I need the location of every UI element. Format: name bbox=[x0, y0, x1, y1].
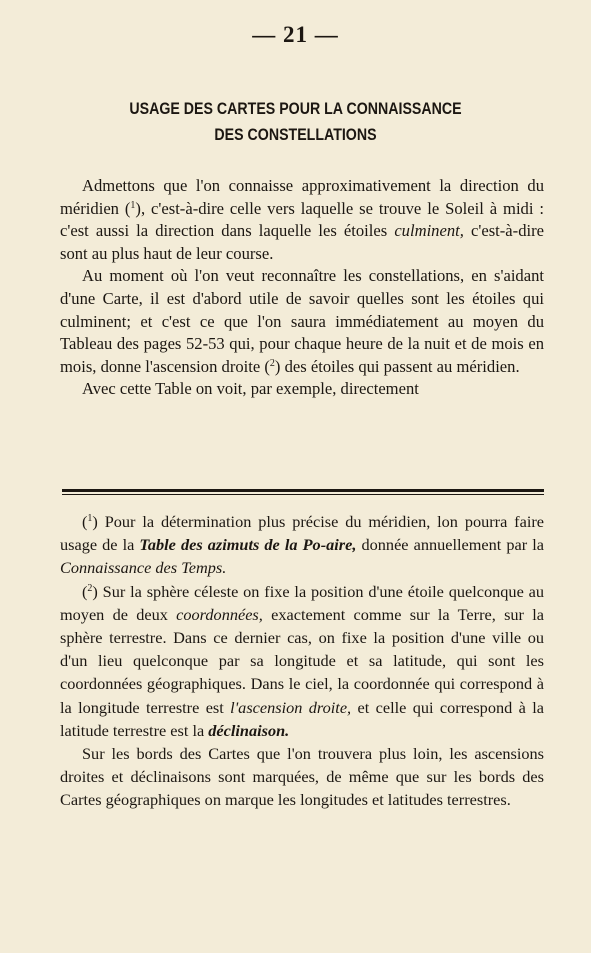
main-text bbox=[60, 175, 544, 401]
paragraph-1-text-b: ), c'est-à-dire celle vers laquelle se trouve le Soleil à midi : c'est aussi la direction dans laquelle les étoiles bbox=[60, 198, 544, 241]
paragraph-2-text-b: ) des étoiles qui passent au méridien. bbox=[274, 356, 520, 376]
footnote-1-emphasis-2: Connaissance des Temps. bbox=[60, 558, 227, 578]
footnote-divider bbox=[62, 489, 544, 492]
section-title-line-1: USAGE DES CARTES POUR LA CONNAISSANCE bbox=[129, 100, 462, 118]
footnote-2-text-a: ) Sur la sphère céleste on fixe la position d'une étoile quelconque au moyen de deux bbox=[60, 581, 544, 624]
page-number: — 21 — bbox=[252, 22, 339, 47]
footnote-2-number: 2 bbox=[87, 582, 93, 594]
paragraph-2-text-a: Au moment où l'on veut reconnaître les constellations, en s'aidant d'une Carte, il est d'abord utile de savoir quelles sont les étoiles qui culminent; et c'est ce que l'on saura immédiatement au moyen du Tableau des pages 52-53 qui, pour chaque heure de la nuit et de mois en mois, donne l'ascension droite ( bbox=[60, 266, 544, 376]
footnote-2-text-b: exactement comme sur la Terre, sur la sphère terrestre. Dans ce dernier cas, on fixe la position d'une ville ou d'un lieu quelconque par sa longitude et sa latitude, qui sont les coordonnées géographiques. Dans le ciel, la coordonnée qui correspond à la longitude terrestre est bbox=[60, 604, 545, 717]
footnote-1-number: 1 bbox=[87, 513, 93, 524]
paragraph-2 bbox=[60, 265, 544, 378]
footnote-1-marker: ( bbox=[82, 512, 88, 531]
footnote-1-text-a: ) Pour la détermination plus précise du méridien, lon pourra faire usage de la bbox=[60, 512, 544, 555]
footnote-2-emphasis-2: l'ascension droite, bbox=[230, 697, 352, 717]
paragraph-1-text-a: Admettons que l'on connaisse approximativement la direction du méridien ( bbox=[60, 176, 544, 218]
footnote-2-emphasis-3: déclinaison. bbox=[208, 720, 290, 740]
footnote-ref-1: 1 bbox=[130, 199, 136, 211]
footnote-1 bbox=[60, 510, 544, 580]
footnote-2 bbox=[60, 580, 544, 742]
footnote-2-text-c: et celle qui correspond à la latitude terrestre est la bbox=[60, 697, 544, 740]
section-title bbox=[41, 96, 549, 148]
footnote-3: Sur les bords des Cartes que l'on trouvera plus loin, les ascensions droites et déclinaisons sont marquées, de même que sur les bords des Cartes géographiques on marque les longitudes et latitudes terrestres. bbox=[60, 744, 544, 810]
paragraph-1-emphasis: culminent, bbox=[394, 221, 464, 241]
footnotes bbox=[60, 510, 544, 812]
section-title-line-2: DES CONSTELLATIONS bbox=[214, 126, 377, 144]
footnote-1-text-b: donnée annuellement par la bbox=[356, 535, 544, 555]
footnote-1-emphasis-1: Table des azimuts de la Po-aire, bbox=[139, 535, 357, 555]
footnote-2-emphasis-1: coordonnées, bbox=[176, 604, 263, 624]
footnote-divider-thin bbox=[62, 494, 544, 495]
paragraph-1-text-c: c'est-à-dire sont au plus haut de leur course. bbox=[60, 221, 544, 263]
paragraph-1 bbox=[60, 175, 544, 265]
footnote-2-marker: ( bbox=[82, 581, 88, 601]
paragraph-3: Avec cette Table on voit, par exemple, directement bbox=[82, 379, 419, 399]
footnote-ref-2: 2 bbox=[269, 357, 275, 369]
